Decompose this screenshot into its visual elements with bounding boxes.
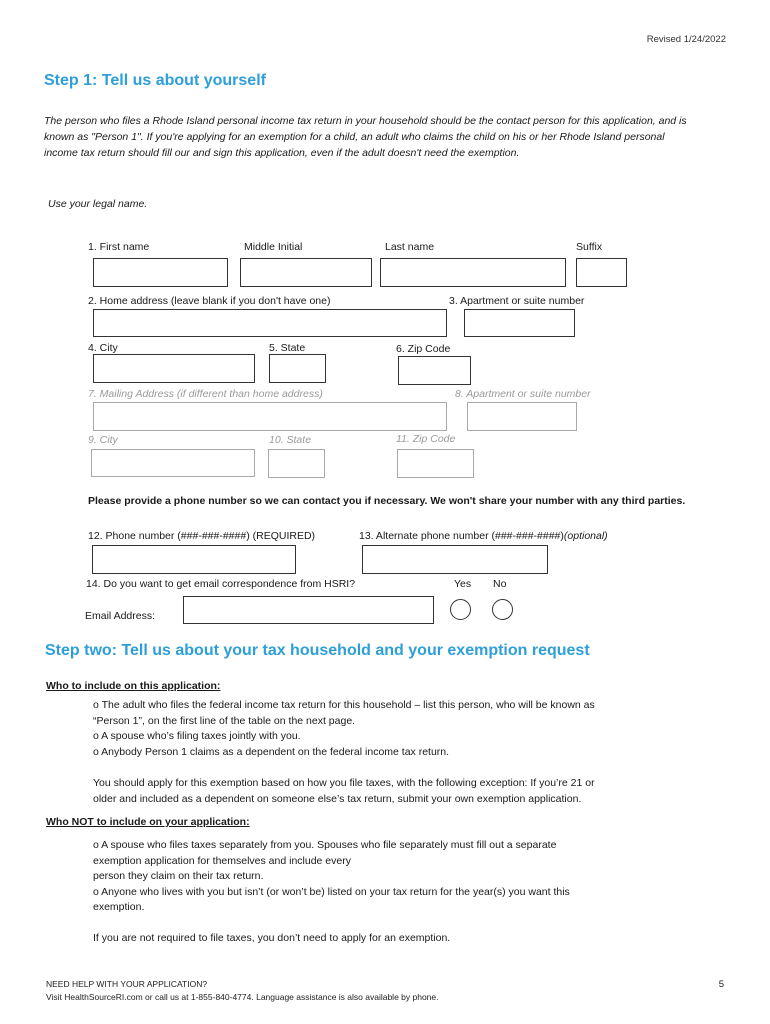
step1-title: Step 1: Tell us about yourself [44,72,266,89]
include-list [93,698,595,760]
first-name-label: 1. First name [88,241,150,253]
apt-suite-input[interactable] [464,309,575,337]
alt-phone-optional: (optional) [563,530,608,542]
mailing-state-label: 10. State [269,434,312,446]
list-item: o The adult who files the federal income tax return for this household – list this person, who will be known as [93,699,595,711]
mailing-zip-label: 11. Zip Code [396,433,456,445]
list-item: exemption application for themselves and include every [93,854,351,867]
no-radio[interactable] [492,599,513,620]
zip-input[interactable] [398,356,471,385]
email-question: 14. Do you want to get email correspondence from HSRI? [86,578,356,590]
mailing-zip-input[interactable] [397,449,474,478]
mailing-city-label: 9. City [88,434,118,446]
last-name-label: Last name [385,241,435,253]
alt-phone-input[interactable] [362,545,548,574]
mailing-address-label: 7. Mailing Address (if different than home address) [88,388,323,400]
mailing-apt-label: 8. Apartment or suite number [455,388,591,400]
list-item: o A spouse who’s filing taxes jointly with you. [93,730,301,742]
yes-radio[interactable] [450,599,471,620]
home-address-input[interactable] [93,309,447,337]
list-item: o A spouse who files taxes separately from you. Spouses who file separately must fill out a separate [93,839,557,851]
state-label: 5. State [269,342,306,354]
first-name-input[interactable] [93,258,228,287]
page-number: 5 [718,979,724,990]
last-name-input[interactable] [380,258,566,287]
mailing-address-input[interactable] [93,402,447,431]
mailing-city-input[interactable] [91,449,255,477]
email-address-label: Email Address: [85,610,156,622]
suffix-input[interactable] [576,258,627,287]
yes-label: Yes [454,578,472,590]
footer-contact: Visit HealthSourceRI.com or call us at 1-855-840-4774. Language assistance is also available by phone. [46,992,439,1002]
revised-date: Revised 1/24/2022 [646,34,726,45]
list-item: exemption. [93,901,145,913]
step1-intro: The person who files a Rhode Island personal income tax return in your household should be the contact person for this application, and is known as "Person 1". If you're applying for an exemption for a child, an adult who claims the child on his or her Rhode Island personal income tax return should fill our and sign this application, even if the adult doesn't need the exemption. [44,115,687,159]
city-label: 4. City [88,342,118,354]
list-item: o Anybody Person 1 claims as a dependent on the federal income tax return. [93,745,450,758]
no-label: No [493,578,507,590]
legal-name-note: Use your legal name. [48,198,148,210]
state-input[interactable] [269,354,326,383]
list-item: person they claim on their tax return. [93,870,264,882]
step2-title: Step two: Tell us about your tax household and your exemption request [45,642,590,659]
exclude-list [93,838,570,916]
not-required-note: If you are not required to file taxes, you don’t need to apply for an exemption. [93,932,451,944]
mailing-apt-input[interactable] [467,402,577,431]
mailing-state-input[interactable] [268,449,325,478]
phone-note: Please provide a phone number so we can contact you if necessary. We won't share your number with any third parties. [88,495,686,507]
apt-suite-label: 3. Apartment or suite number [449,295,585,307]
apply-note: You should apply for this exemption based on how you file taxes, with the following exception: If you’re 21 or older and included as a dependent on someone else’s tax return, submit your own exemption application. [93,777,595,805]
phone-label: 12. Phone number (###-###-####) (REQUIRED) [88,530,316,542]
phone-input[interactable] [92,545,296,574]
footer-help: NEED HELP WITH YOUR APPLICATION? [46,979,208,989]
middle-initial-label: Middle Initial [244,241,303,253]
who-not-heading: Who NOT to include on your application: [46,816,250,828]
suffix-label: Suffix [576,241,603,253]
zip-label: 6. Zip Code [396,343,451,355]
list-item: o Anyone who lives with you but isn’t (or won’t be) listed on your tax return for the year(s) you want this [93,885,570,898]
home-address-label: 2. Home address (leave blank if you don't have one) [88,295,331,307]
email-address-input[interactable] [183,596,434,624]
alt-phone-label: 13. Alternate phone number (###-###-####)(optional) [359,530,608,542]
city-input[interactable] [93,354,255,383]
who-include-heading: Who to include on this application: [46,680,221,692]
list-item: “Person 1”, on the first line of the table on the next page. [93,714,356,727]
middle-initial-input[interactable] [240,258,372,287]
